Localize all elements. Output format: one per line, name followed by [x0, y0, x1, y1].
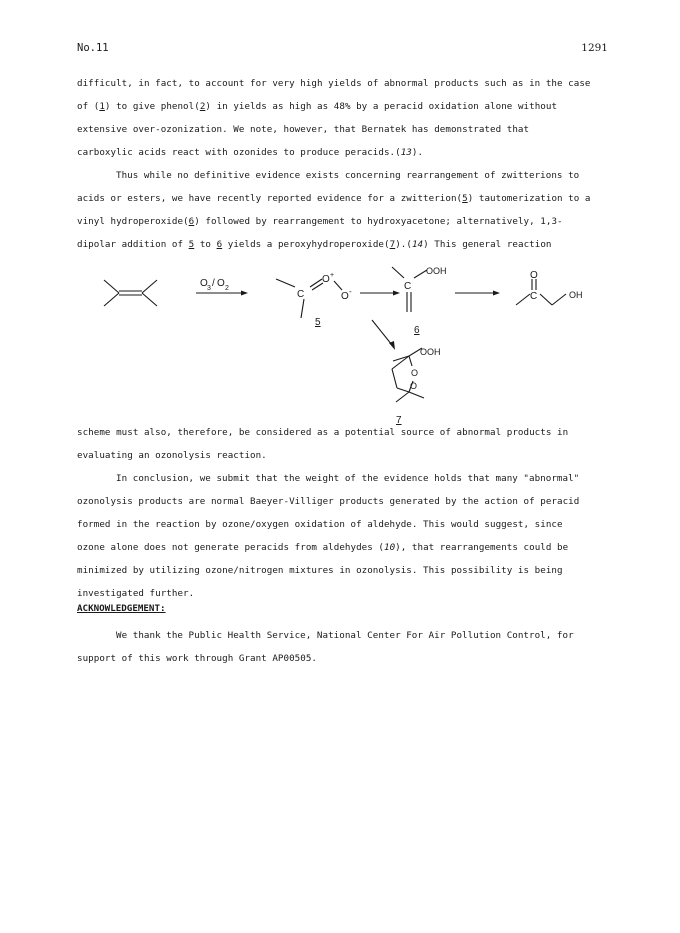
group-ooh: OOH	[420, 347, 441, 357]
group-ooh: OOH	[426, 266, 447, 276]
compound-ref: 2	[199, 101, 206, 112]
p1-line-4: carboxylic acids react with ozonides to produce peracids.(13).	[77, 147, 424, 158]
vinyl-hydroperoxide-structure	[392, 267, 427, 312]
atom-c: C	[530, 291, 538, 302]
citation: 14	[411, 239, 424, 250]
atom-c: C	[297, 289, 305, 300]
arrowhead-icon	[393, 291, 400, 296]
p1-line-1: difficult, in fact, to account for very high yields of abnormal products such as in the case	[77, 78, 591, 89]
acknowledgement-heading: ACKNOWLEDGEMENT:	[77, 603, 166, 614]
atom-o: O	[410, 381, 418, 391]
group-oh: OH	[569, 290, 583, 300]
alkene-structure	[104, 280, 157, 306]
p1-line-3: extensive over-ozonization. We note, however, that Bernatek has demonstrated that	[77, 124, 530, 135]
p2-line-3: vinyl hydroperoxide(6) followed by rearrangement to hydroxyacetone; alternatively, 1,3-	[77, 216, 563, 227]
atom-o: O	[322, 274, 330, 285]
compound-label-5: 5	[315, 317, 321, 328]
peroxyhydroperoxide-structure	[392, 348, 424, 402]
ack-line-1: We thank the Public Health Service, National Center For Air Pollution Control, for	[116, 630, 574, 641]
ack-line-2: support of this work through Grant AP00505.	[77, 653, 317, 664]
p2-line-1: Thus while no definitive evidence exists concerning rearrangement of zwitterions to	[116, 170, 580, 181]
citation: 13	[400, 147, 412, 158]
arrowhead-icon	[241, 291, 248, 296]
p3-line-1: scheme must also, therefore, be considered as a potential source of abnormal products in	[77, 427, 569, 438]
reagent-o3: O	[200, 278, 208, 289]
atom-o: O	[530, 270, 538, 281]
p3-line-2: evaluating an ozonolysis reaction.	[77, 450, 267, 461]
atom-c: C	[404, 281, 412, 292]
p2-line-2: acids or esters, we have recently reported evidence for a zwitterion(5) tautomerization to a	[77, 193, 591, 204]
compound-label-6: 6	[414, 325, 420, 336]
p4-line-4: ozone alone does not generate peracids from aldehydes (10), that rearrangements could be	[77, 542, 569, 553]
arrowhead-icon	[389, 341, 395, 350]
p4-line-2: ozonolysis products are normal Baeyer-Villiger products generated by the action of peracid	[77, 496, 580, 507]
compound-ref: 5	[462, 193, 468, 204]
p1-line-2: of (1) to give phenol(2) in yields as high as 48% by a peracid oxidation alone without	[77, 101, 558, 112]
p4-line-6: investigated further.	[77, 588, 195, 599]
compound-ref: 6	[216, 239, 223, 250]
page-number: 1291	[581, 42, 608, 54]
journal-issue: No.11	[77, 42, 109, 54]
reagent-sub2: 2	[225, 285, 229, 292]
charge-plus: +	[330, 272, 335, 279]
p4-line-5: minimized by utilizing ozone/nitrogen mixtures in ozonolysis. This possibility is being	[77, 565, 563, 576]
hydroxyacetone-structure	[516, 279, 566, 305]
reagent-slash: /	[212, 278, 215, 289]
compound-label-7: 7	[396, 415, 402, 426]
reagent-sub3: 3	[207, 285, 211, 292]
zwitterion-structure	[276, 279, 342, 318]
reagent-o2: O	[217, 278, 225, 289]
reaction-arrow	[372, 320, 392, 345]
citation: 10	[383, 542, 396, 553]
compound-ref: 5	[188, 239, 195, 250]
charge-minus: -	[349, 287, 352, 296]
p2-line-4: dipolar addition of 5 to 6 yields a peroxyhydroperoxide(7).(14) This general reaction	[77, 239, 552, 250]
p4-line-3: formed in the reaction by ozone/oxygen oxidation of aldehyde. This would suggest, since	[77, 519, 563, 530]
atom-o: O	[341, 291, 349, 302]
arrowhead-icon	[493, 291, 500, 296]
compound-ref: 6	[188, 216, 195, 227]
compound-ref: 7	[389, 239, 396, 250]
p4-line-1: In conclusion, we submit that the weight of the evidence holds that many "abnormal"	[116, 473, 580, 484]
compound-ref: 1	[99, 101, 105, 112]
atom-o: O	[411, 368, 419, 378]
